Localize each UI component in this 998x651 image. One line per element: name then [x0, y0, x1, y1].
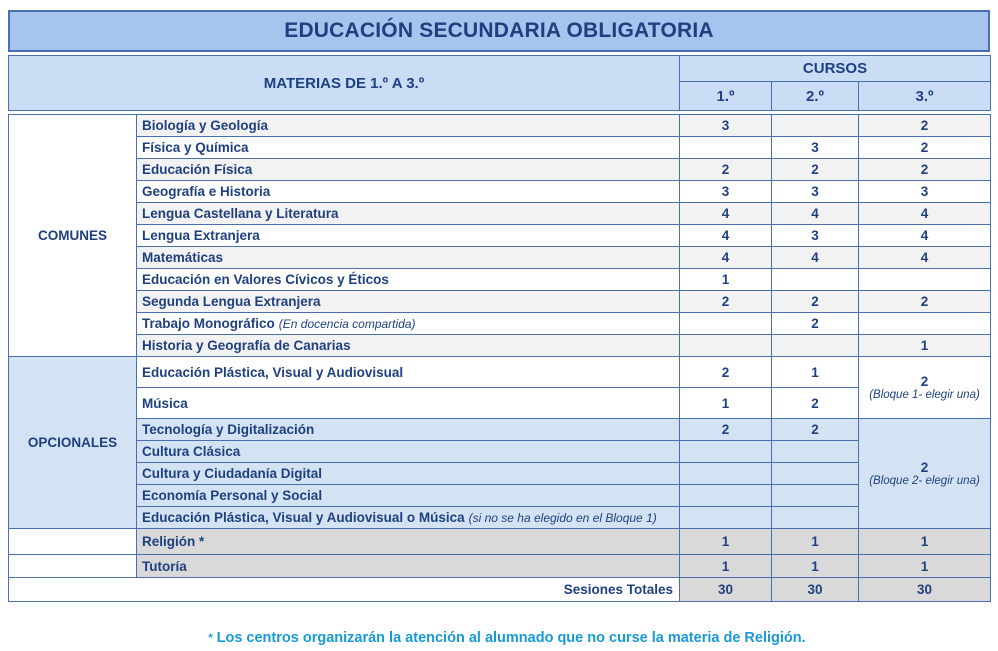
value-cell: 1 — [772, 529, 859, 555]
value-cell: 1 — [772, 357, 859, 388]
value-cell — [680, 485, 772, 507]
value-cell: 3 — [680, 181, 772, 203]
subject-note: (si no se ha elegido en el Bloque 1) — [468, 511, 657, 525]
subject-cell: Música — [137, 388, 680, 419]
footnote-text: Los centros organizarán la atención al alumnado que no curse la materia de Religión. — [216, 630, 806, 646]
table-row — [9, 335, 991, 357]
value-cell: 4 — [680, 203, 772, 225]
schedule-table — [8, 10, 990, 602]
table-row — [9, 225, 991, 247]
col-header-curso-1: 1.º — [680, 82, 772, 111]
value-cell — [680, 507, 772, 529]
subject-cell: Tecnología y Digitalización — [137, 419, 680, 441]
subject-name: Educación Plástica, Visual y Audiovisual o Música — [142, 510, 465, 525]
table-row — [9, 313, 991, 335]
value-cell: 3 — [772, 225, 859, 247]
table-row — [9, 529, 991, 555]
value-cell — [772, 485, 859, 507]
value-cell — [680, 137, 772, 159]
empty-category-cell — [9, 555, 137, 578]
table-row — [9, 291, 991, 313]
value-cell: 1 — [680, 269, 772, 291]
subject-name: Trabajo Monográfico — [142, 316, 275, 331]
value-cell — [859, 269, 991, 291]
value-cell — [680, 313, 772, 335]
value-cell: 2 — [680, 159, 772, 181]
table-row — [9, 507, 991, 529]
bloque2-note: (Bloque 2- elegir una) — [869, 474, 980, 487]
subject-cell — [137, 507, 680, 529]
value-cell — [859, 313, 991, 335]
subject-cell: Religión * — [137, 529, 680, 555]
bloque2-cell — [859, 419, 991, 529]
subject-cell: Segunda Lengua Extranjera — [137, 291, 680, 313]
value-cell: 2 — [859, 291, 991, 313]
table-row — [9, 115, 991, 137]
subject-cell: Lengua Castellana y Literatura — [137, 203, 680, 225]
header-row-1 — [9, 56, 991, 82]
value-cell: 3 — [859, 181, 991, 203]
value-cell: 2 — [680, 291, 772, 313]
group-label-comunes: COMUNES — [9, 115, 137, 357]
subject-cell: Economía Personal y Social — [137, 485, 680, 507]
value-cell: 2 — [772, 159, 859, 181]
total-cell: 30 — [859, 578, 991, 602]
footnote-asterisk: * — [208, 632, 213, 644]
subject-cell: Biología y Geología — [137, 115, 680, 137]
table-row — [9, 357, 991, 388]
table-row — [9, 137, 991, 159]
table-row — [9, 485, 991, 507]
total-cell: 30 — [680, 578, 772, 602]
value-cell: 1 — [680, 529, 772, 555]
subject-cell: Educación en Valores Cívicos y Éticos — [137, 269, 680, 291]
value-cell — [772, 507, 859, 529]
subject-cell: Física y Química — [137, 137, 680, 159]
value-cell: 4 — [859, 203, 991, 225]
subject-cell: Geografía e Historia — [137, 181, 680, 203]
value-cell: 2 — [772, 313, 859, 335]
table-row — [9, 203, 991, 225]
value-cell: 1 — [859, 335, 991, 357]
col-header-curso-2: 2.º — [772, 82, 859, 111]
value-cell: 4 — [859, 225, 991, 247]
subject-cell: Cultura y Ciudadanía Digital — [137, 463, 680, 485]
value-cell: 2 — [680, 357, 772, 388]
value-cell: 1 — [859, 529, 991, 555]
value-cell: 4 — [859, 247, 991, 269]
value-cell: 2 — [859, 159, 991, 181]
value-cell: 2 — [772, 291, 859, 313]
subject-cell: Cultura Clásica — [137, 441, 680, 463]
cursos-header: CURSOS — [680, 56, 991, 82]
value-cell: 4 — [680, 225, 772, 247]
value-cell — [772, 115, 859, 137]
value-cell: 1 — [859, 555, 991, 578]
totals-row — [9, 578, 991, 602]
table-row — [9, 269, 991, 291]
table-row — [9, 463, 991, 485]
subject-cell: Matemáticas — [137, 247, 680, 269]
footnote — [8, 630, 998, 646]
subject-cell: Educación Física — [137, 159, 680, 181]
value-cell: 3 — [680, 115, 772, 137]
body-table — [8, 114, 991, 602]
table-row — [9, 555, 991, 578]
col-header-curso-3: 3.º — [859, 82, 991, 111]
subject-cell: Educación Plástica, Visual y Audiovisual — [137, 357, 680, 388]
value-cell: 1 — [680, 555, 772, 578]
value-cell: 1 — [772, 555, 859, 578]
table-row — [9, 181, 991, 203]
value-cell: 4 — [772, 247, 859, 269]
materias-header: MATERIAS DE 1.º A 3.º — [9, 56, 680, 111]
value-cell — [680, 463, 772, 485]
value-cell: 4 — [680, 247, 772, 269]
value-cell: 3 — [772, 181, 859, 203]
value-cell: 2 — [772, 419, 859, 441]
value-cell — [680, 335, 772, 357]
value-cell: 2 — [859, 137, 991, 159]
group-label-opcionales: OPCIONALES — [9, 357, 137, 529]
subject-cell — [137, 313, 680, 335]
totals-label: Sesiones Totales — [9, 578, 680, 602]
total-cell: 30 — [772, 578, 859, 602]
bloque1-value: 2 — [920, 373, 929, 389]
subject-cell: Historia y Geografía de Canarias — [137, 335, 680, 357]
bloque2-value: 2 — [920, 459, 929, 475]
value-cell: 2 — [772, 388, 859, 419]
table-row — [9, 419, 991, 441]
table-row — [9, 388, 991, 419]
subject-cell: Lengua Extranjera — [137, 225, 680, 247]
table-row — [9, 441, 991, 463]
table-row — [9, 159, 991, 181]
value-cell — [772, 441, 859, 463]
value-cell: 4 — [772, 203, 859, 225]
subject-note: (En docencia compartida) — [278, 317, 416, 331]
bloque1-note: (Bloque 1- elegir una) — [869, 388, 980, 401]
header-table — [8, 55, 991, 111]
empty-category-cell — [9, 529, 137, 555]
value-cell — [772, 335, 859, 357]
table-row — [9, 247, 991, 269]
value-cell — [772, 269, 859, 291]
value-cell: 2 — [859, 115, 991, 137]
value-cell: 1 — [680, 388, 772, 419]
value-cell: 3 — [772, 137, 859, 159]
table-title: EDUCACIÓN SECUNDARIA OBLIGATORIA — [8, 10, 990, 52]
value-cell — [680, 441, 772, 463]
value-cell: 2 — [680, 419, 772, 441]
value-cell — [772, 463, 859, 485]
subject-cell: Tutoría — [137, 555, 680, 578]
bloque1-cell — [859, 357, 991, 419]
